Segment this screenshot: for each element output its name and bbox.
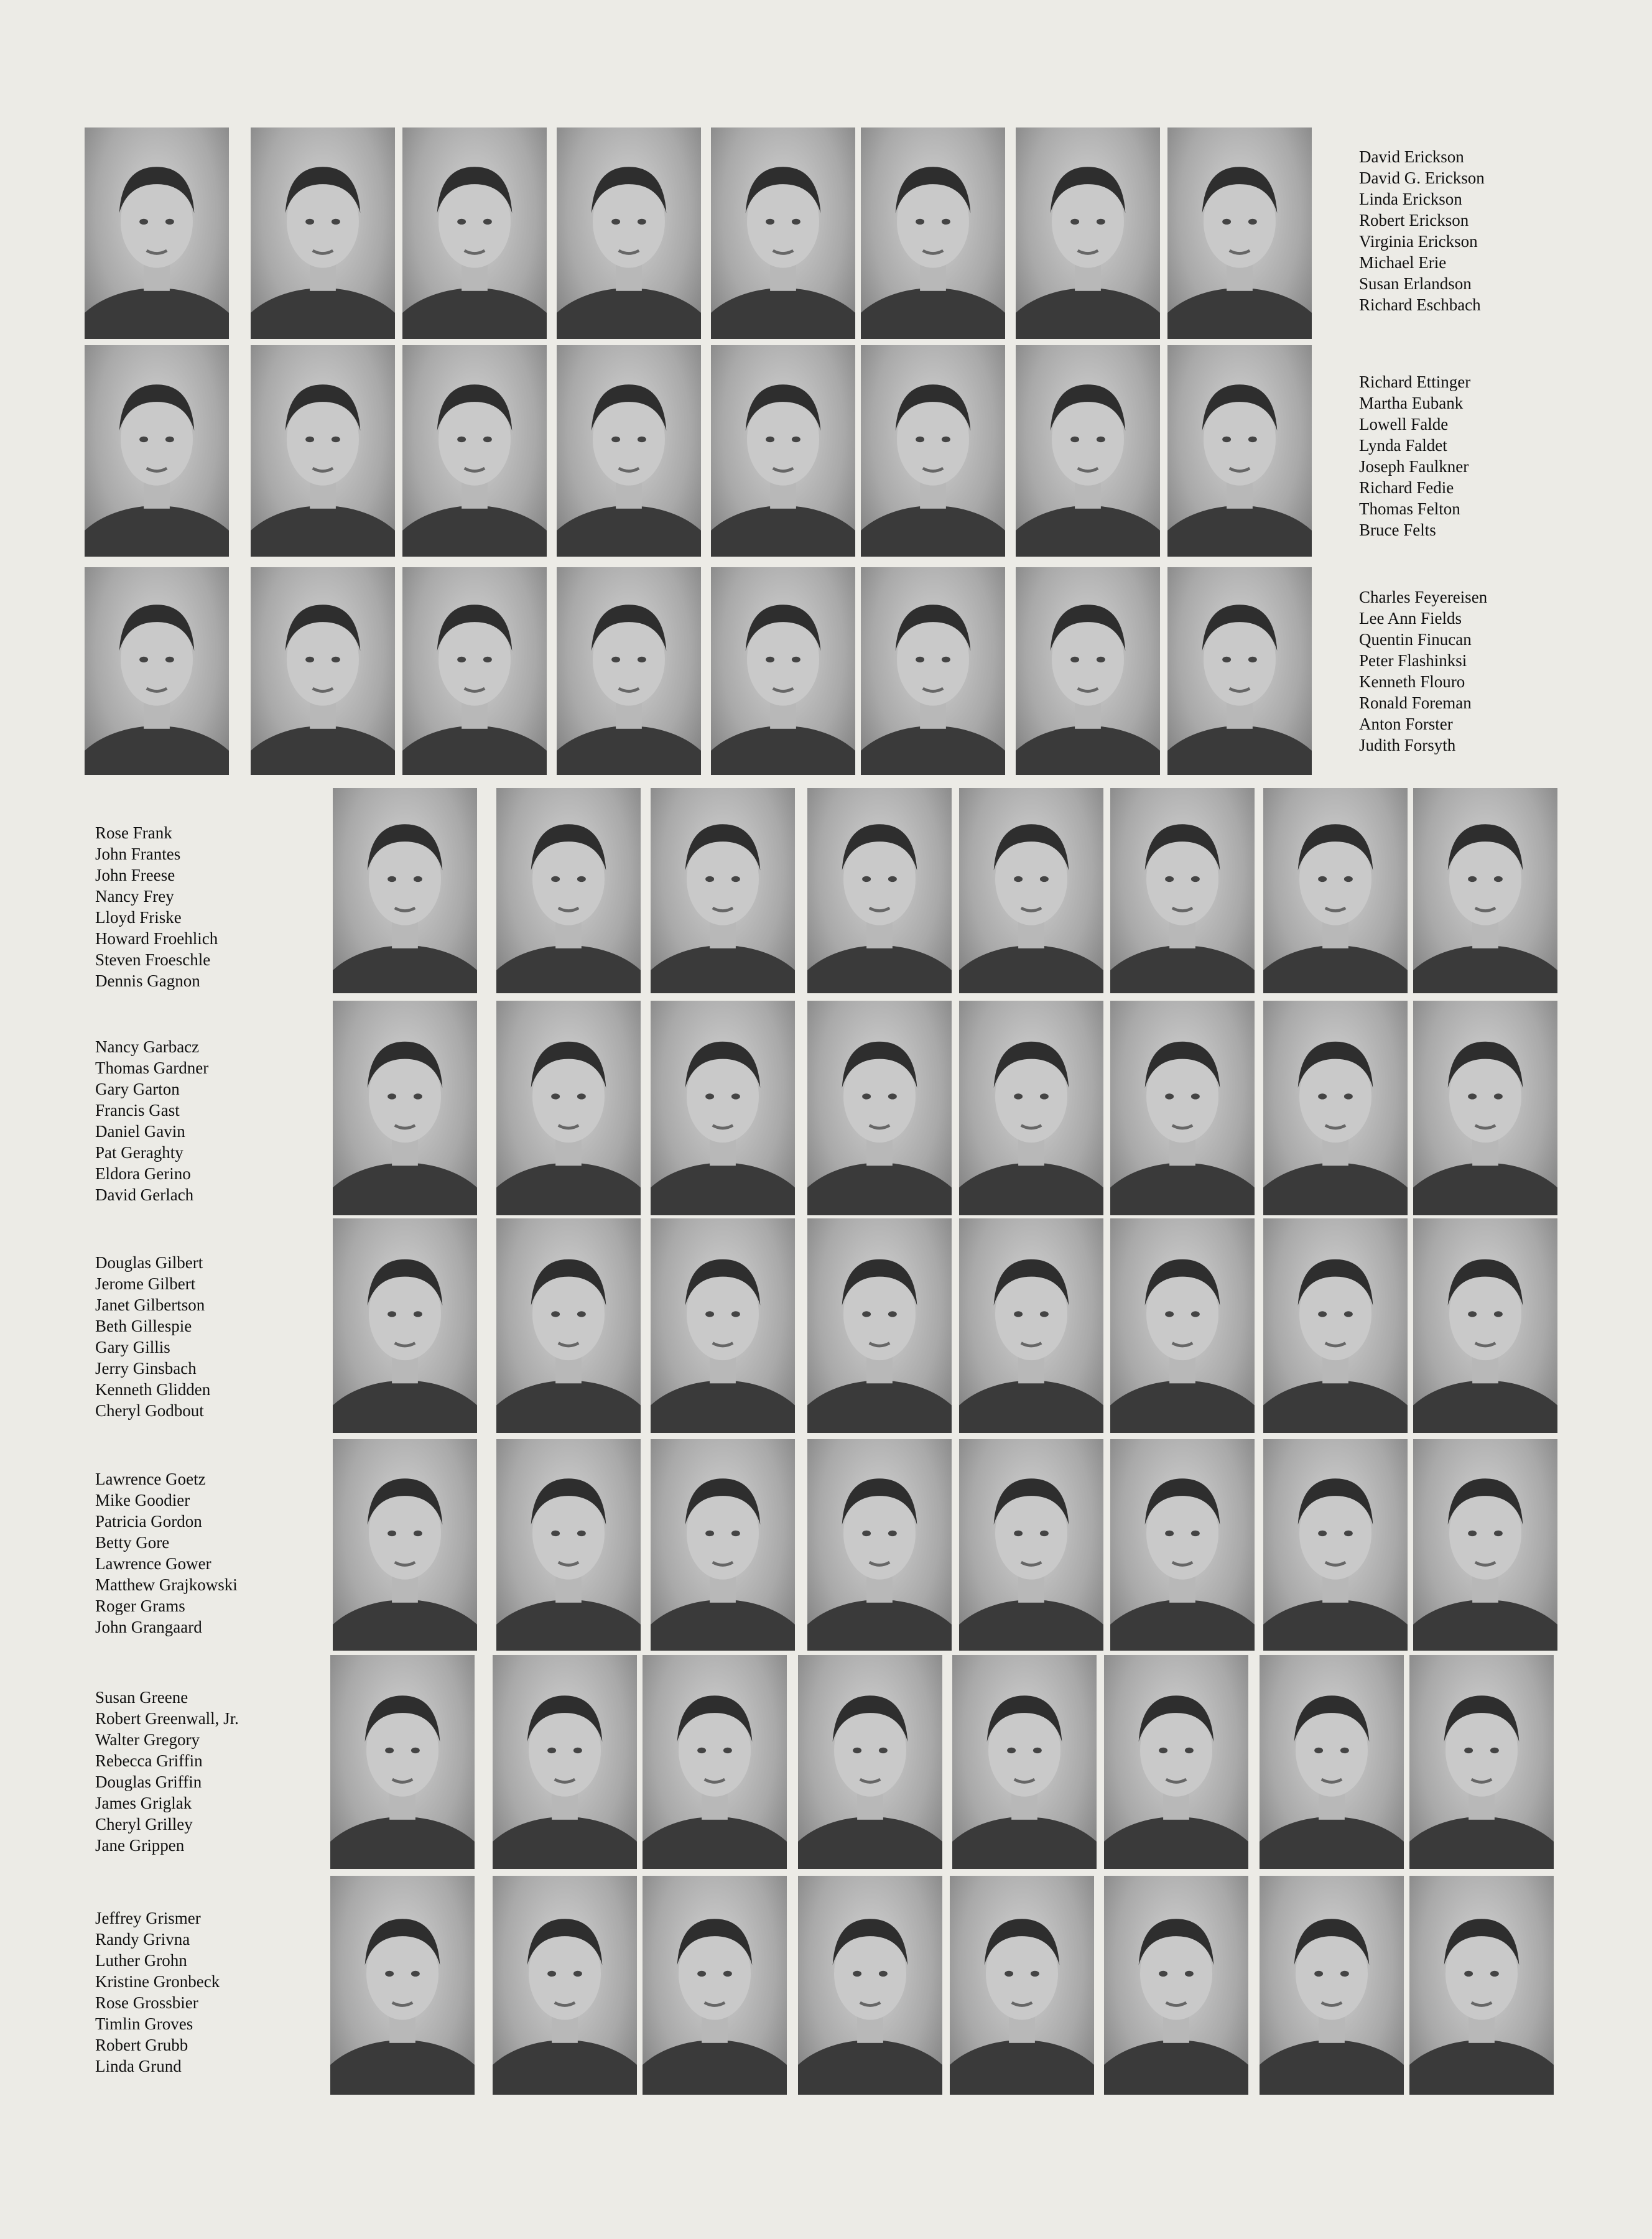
portrait-photo xyxy=(711,567,855,775)
portrait-photo xyxy=(807,1001,952,1215)
portrait-photo xyxy=(1413,1439,1557,1651)
name-list xyxy=(95,1252,210,1421)
student-name: John Frantes xyxy=(95,845,181,863)
portrait-photo xyxy=(651,788,795,993)
student-name: Susan Erlandson xyxy=(1359,274,1472,293)
portrait-photo xyxy=(807,1439,952,1651)
student-name: Lloyd Friske xyxy=(95,908,182,927)
portrait-photo xyxy=(1016,345,1160,557)
portrait-photo xyxy=(333,1001,477,1215)
student-name: Michael Erie xyxy=(1359,253,1447,272)
student-name: Steven Froeschle xyxy=(95,950,211,969)
portrait-photo xyxy=(1167,127,1312,339)
portrait-photo xyxy=(1110,788,1255,993)
student-name: Martha Eubank xyxy=(1359,394,1464,412)
student-name: Judith Forsyth xyxy=(1359,736,1456,754)
portrait-photo xyxy=(952,1655,1097,1869)
student-name: Luther Grohn xyxy=(95,1951,187,1970)
portrait-photo xyxy=(1263,1001,1408,1215)
portrait-photo xyxy=(85,567,229,775)
student-name: Lynda Faldet xyxy=(1359,436,1447,455)
student-name: Robert Grubb xyxy=(95,2036,188,2054)
student-name: Bruce Felts xyxy=(1359,521,1436,539)
portrait-photo xyxy=(1167,345,1312,557)
name-list xyxy=(1359,371,1470,540)
student-name: Joseph Faulkner xyxy=(1359,457,1469,476)
portrait-photo xyxy=(861,345,1005,557)
portrait-photo xyxy=(1413,788,1557,993)
student-name: Nancy Frey xyxy=(95,887,174,906)
student-name: Betty Gore xyxy=(95,1533,170,1552)
student-name: Patricia Gordon xyxy=(95,1512,202,1531)
portrait-photo xyxy=(333,1439,477,1651)
student-name: Lowell Falde xyxy=(1359,415,1449,433)
student-name: Kenneth Glidden xyxy=(95,1380,211,1399)
portrait-photo xyxy=(950,1876,1094,2095)
portrait-photo xyxy=(1104,1655,1248,1869)
portrait-photo xyxy=(1263,788,1408,993)
student-name: Eldora Gerino xyxy=(95,1164,191,1183)
student-name: Douglas Gilbert xyxy=(95,1253,203,1272)
portrait-photo xyxy=(402,567,547,775)
portrait-photo xyxy=(493,1655,637,1869)
student-name: Francis Gast xyxy=(95,1101,180,1120)
portrait-photo xyxy=(251,345,395,557)
student-name: David Gerlach xyxy=(95,1185,194,1204)
student-name: Beth Gillespie xyxy=(95,1317,192,1335)
portrait-photo xyxy=(333,788,477,993)
portrait-photo xyxy=(711,127,855,339)
portrait-photo xyxy=(251,127,395,339)
student-name: Thomas Felton xyxy=(1359,499,1460,518)
portrait-photo xyxy=(85,127,229,339)
student-name: Lawrence Goetz xyxy=(95,1470,206,1488)
student-name: Daniel Gavin xyxy=(95,1122,185,1141)
student-name: John Grangaard xyxy=(95,1618,202,1636)
portrait-photo xyxy=(1413,1218,1557,1433)
student-name: Cheryl Grilley xyxy=(95,1815,193,1833)
portrait-photo xyxy=(402,127,547,339)
portrait-photo xyxy=(496,1001,641,1215)
portrait-photo xyxy=(1110,1218,1255,1433)
student-name: Quentin Finucan xyxy=(1359,630,1472,649)
portrait-photo xyxy=(330,1876,475,2095)
portrait-photo xyxy=(557,127,701,339)
portrait-photo xyxy=(1104,1876,1248,2095)
name-list xyxy=(95,1687,239,1856)
portrait-photo xyxy=(798,1655,942,1869)
student-name: Walter Gregory xyxy=(95,1730,200,1749)
student-name: Janet Gilbertson xyxy=(95,1296,205,1314)
portrait-photo xyxy=(959,1439,1103,1651)
portrait-photo xyxy=(651,1218,795,1433)
student-name: John Freese xyxy=(95,866,175,884)
student-name: Matthew Grajkowski xyxy=(95,1575,238,1594)
student-name: Linda Grund xyxy=(95,2057,182,2075)
portrait-photo xyxy=(251,567,395,775)
student-name: Roger Grams xyxy=(95,1597,185,1615)
portrait-photo xyxy=(85,345,229,557)
student-name: Cheryl Godbout xyxy=(95,1401,204,1420)
student-name: Thomas Gardner xyxy=(95,1059,209,1077)
student-name: James Griglak xyxy=(95,1794,192,1812)
portrait-photo xyxy=(1260,1655,1404,1869)
name-list xyxy=(95,1468,238,1638)
student-name: Rebecca Griffin xyxy=(95,1751,203,1770)
student-name: Virginia Erickson xyxy=(1359,232,1478,251)
student-name: Randy Grivna xyxy=(95,1930,190,1949)
name-list xyxy=(1359,586,1487,756)
portrait-photo xyxy=(861,567,1005,775)
portrait-photo xyxy=(1016,127,1160,339)
student-name: Susan Greene xyxy=(95,1688,188,1707)
portrait-photo xyxy=(651,1439,795,1651)
student-name: Nancy Garbacz xyxy=(95,1037,200,1056)
student-name: Douglas Griffin xyxy=(95,1773,202,1791)
portrait-photo xyxy=(493,1876,637,2095)
student-name: Kenneth Flouro xyxy=(1359,672,1465,691)
student-name: Jerry Ginsbach xyxy=(95,1359,197,1378)
portrait-photo xyxy=(1016,567,1160,775)
portrait-photo xyxy=(330,1655,475,1869)
portrait-photo xyxy=(1409,1655,1554,1869)
student-name: Jeffrey Grismer xyxy=(95,1909,201,1927)
student-name: Rose Frank xyxy=(95,823,172,842)
portrait-photo xyxy=(333,1218,477,1433)
portrait-photo xyxy=(959,788,1103,993)
student-name: Anton Forster xyxy=(1359,715,1453,733)
portrait-photo xyxy=(807,1218,952,1433)
name-list xyxy=(95,822,218,991)
portrait-photo xyxy=(807,788,952,993)
student-name: Charles Feyereisen xyxy=(1359,588,1488,606)
student-name: Jane Grippen xyxy=(95,1836,185,1855)
student-name: Dennis Gagnon xyxy=(95,971,200,990)
portrait-photo xyxy=(1110,1001,1255,1215)
portrait-photo xyxy=(959,1218,1103,1433)
portrait-photo xyxy=(496,1218,641,1433)
portrait-photo xyxy=(1413,1001,1557,1215)
student-name: Gary Garton xyxy=(95,1080,180,1098)
student-name: Rose Grossbier xyxy=(95,1993,198,2012)
portrait-photo xyxy=(557,567,701,775)
portrait-photo xyxy=(557,345,701,557)
student-name: Lee Ann Fields xyxy=(1359,609,1462,628)
portrait-photo xyxy=(643,1876,787,2095)
name-list xyxy=(95,1908,220,2077)
portrait-photo xyxy=(1409,1876,1554,2095)
portrait-photo xyxy=(651,1001,795,1215)
student-name: Robert Erickson xyxy=(1359,211,1469,229)
student-name: Timlin Groves xyxy=(95,2014,193,2033)
portrait-photo xyxy=(798,1876,942,2095)
name-list xyxy=(95,1036,208,1205)
student-name: Lawrence Gower xyxy=(95,1554,211,1573)
student-name: Gary Gillis xyxy=(95,1338,170,1356)
portrait-photo xyxy=(959,1001,1103,1215)
portrait-photo xyxy=(861,127,1005,339)
student-name: Mike Goodier xyxy=(95,1491,190,1509)
student-name: Linda Erickson xyxy=(1359,190,1462,208)
student-name: Richard Eschbach xyxy=(1359,295,1481,314)
portrait-photo xyxy=(1260,1876,1404,2095)
portrait-photo xyxy=(1167,567,1312,775)
student-name: David G. Erickson xyxy=(1359,169,1485,187)
student-name: Pat Geraghty xyxy=(95,1143,183,1162)
portrait-photo xyxy=(1263,1439,1408,1651)
portrait-photo xyxy=(643,1655,787,1869)
name-list xyxy=(1359,146,1485,315)
student-name: Kristine Gronbeck xyxy=(95,1972,220,1991)
student-name: David Erickson xyxy=(1359,147,1464,166)
portrait-photo xyxy=(1263,1218,1408,1433)
portrait-photo xyxy=(1110,1439,1255,1651)
student-name: Ronald Foreman xyxy=(1359,693,1472,712)
student-name: Peter Flashinksi xyxy=(1359,651,1467,670)
student-name: Richard Ettinger xyxy=(1359,373,1471,391)
portrait-photo xyxy=(711,345,855,557)
student-name: Robert Greenwall, Jr. xyxy=(95,1709,239,1728)
student-name: Howard Froehlich xyxy=(95,929,218,948)
student-name: Richard Fedie xyxy=(1359,478,1454,497)
portrait-photo xyxy=(496,1439,641,1651)
portrait-photo xyxy=(496,788,641,993)
student-name: Jerome Gilbert xyxy=(95,1274,196,1293)
portrait-photo xyxy=(402,345,547,557)
